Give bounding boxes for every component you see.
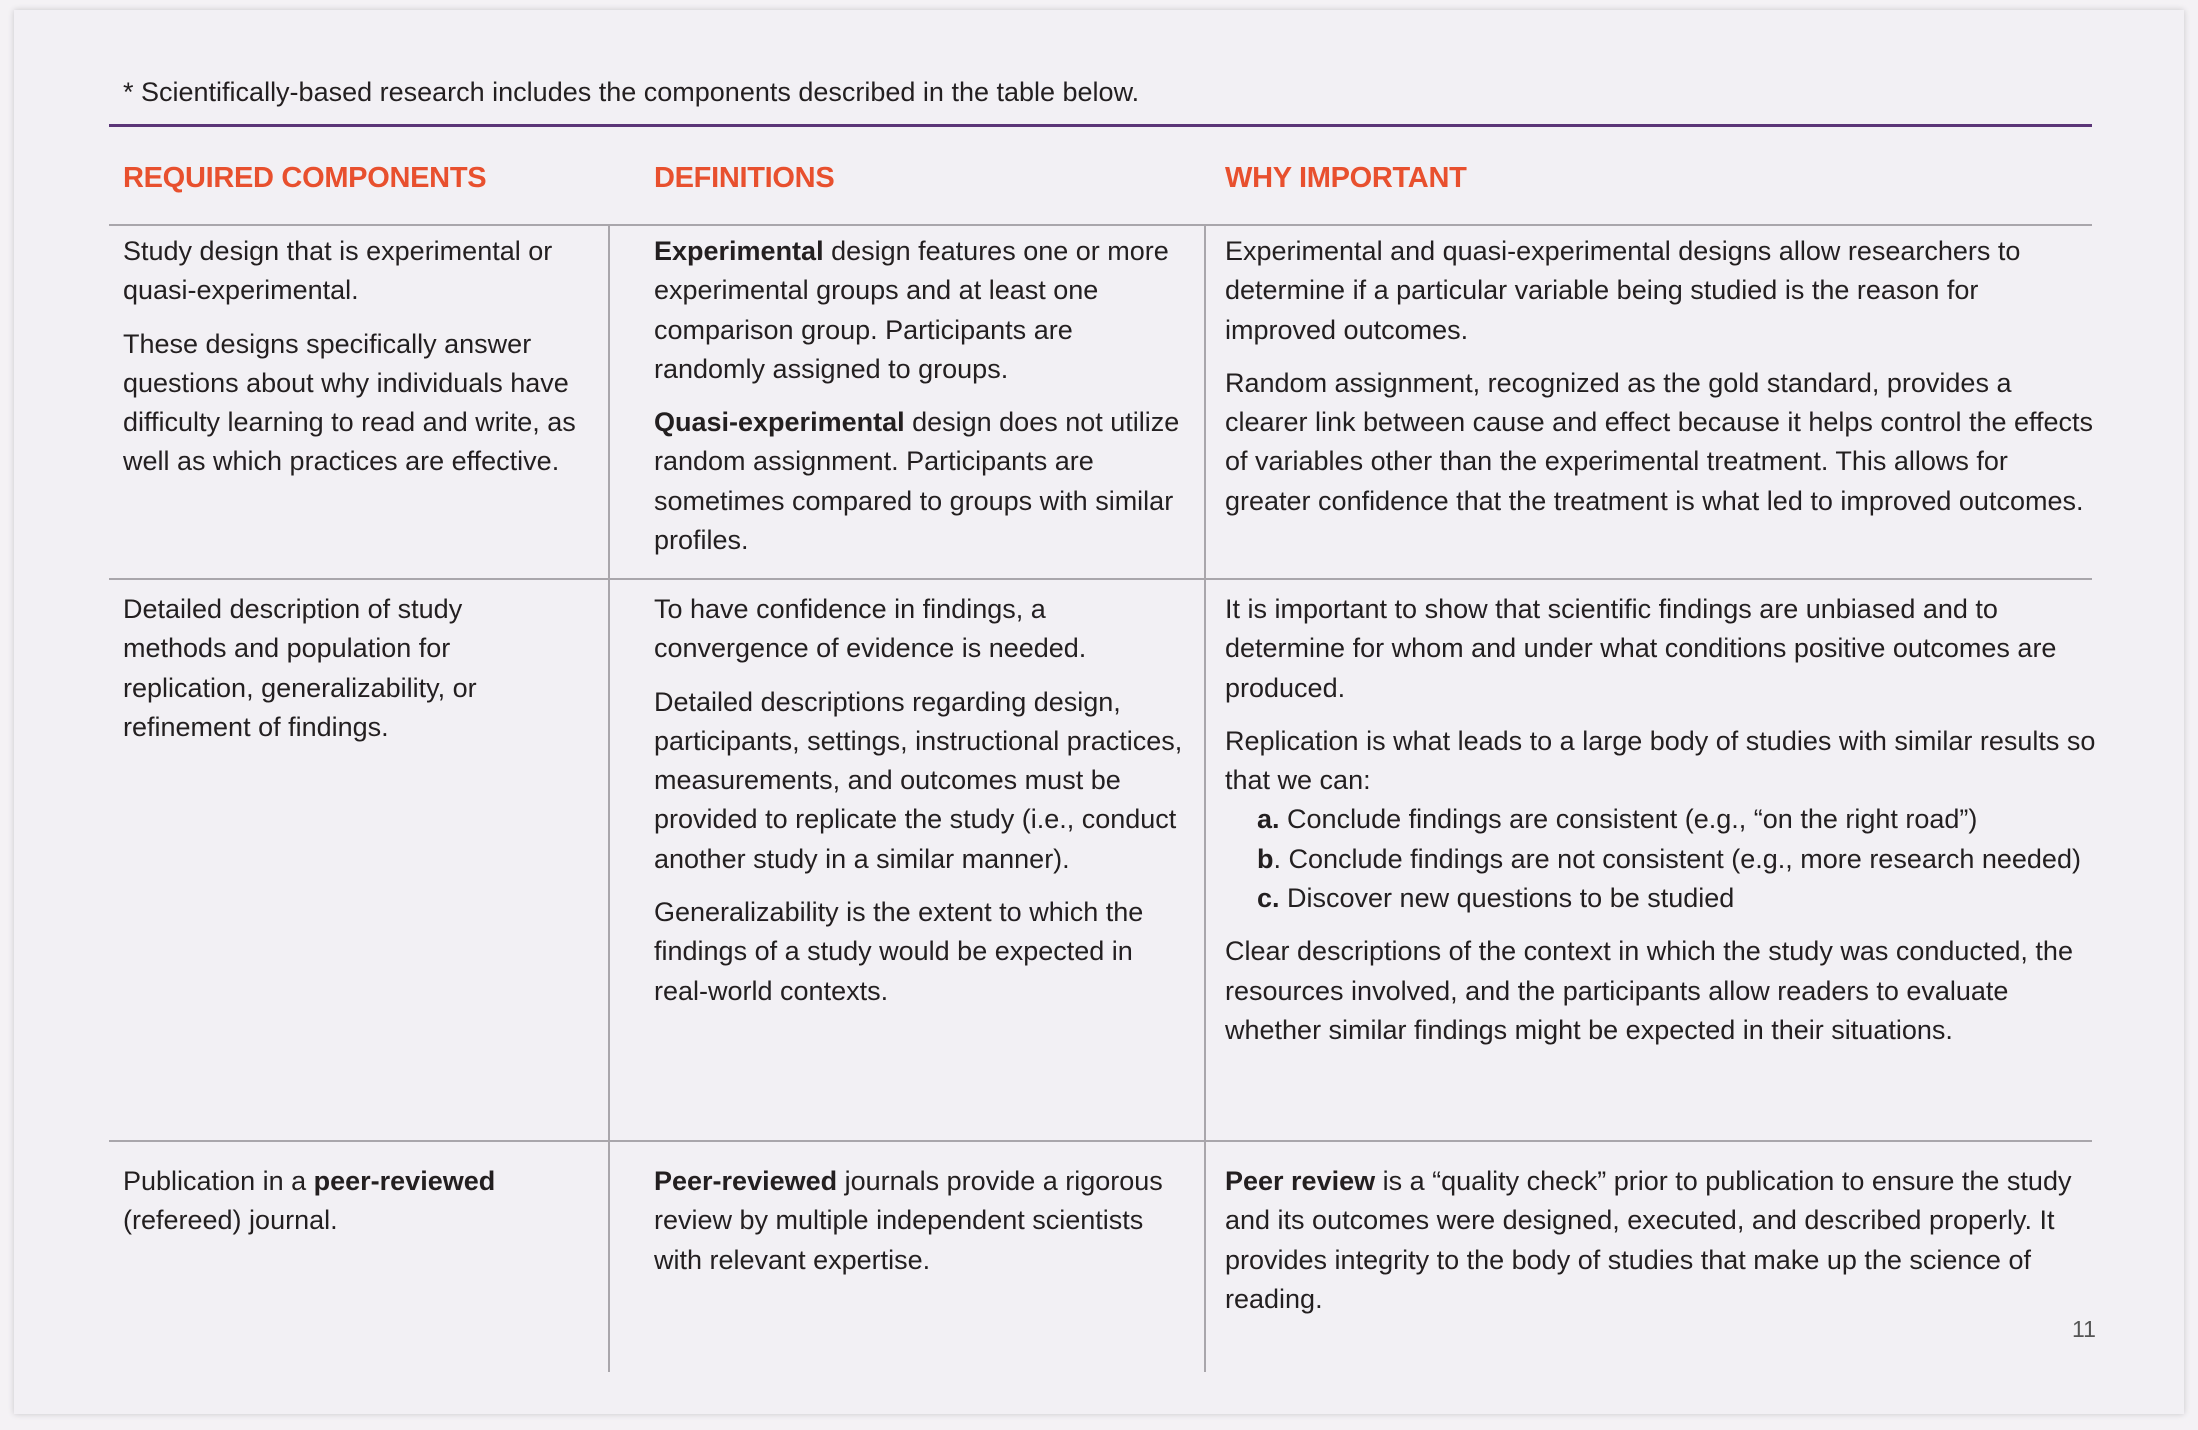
row3-definition-cell: [654, 1162, 1184, 1294]
table-intro-note: * Scientifically-based research includes the components described in the table below.: [123, 77, 1140, 107]
list-item-text: Conclude findings are consistent (e.g., “on the right road”): [1279, 804, 1978, 835]
header-required-components: REQUIRED COMPONENTS: [123, 162, 487, 194]
row2-definition-cell: [654, 590, 1184, 1025]
list-item: [1257, 840, 2105, 879]
term-peer-reviewed: peer-reviewed: [313, 1166, 496, 1196]
row3-component-post: (refereed) journal.: [123, 1205, 338, 1236]
list-marker: c.: [1257, 883, 1280, 914]
list-item: [1257, 800, 2105, 839]
list-marker: b: [1257, 843, 1274, 874]
replication-list: [1257, 800, 2105, 918]
list-item-text: . Conclude findings are not consistent (e.g., more research needed): [1273, 843, 2081, 874]
row2-why-cell: [1225, 590, 2105, 1064]
term-peer-reviewed-journals: Peer-reviewed: [654, 1166, 838, 1196]
header-rule: [109, 124, 2092, 127]
header-why-important: WHY IMPORTANT: [1225, 162, 1467, 194]
row2-definition-p2: Detailed descriptions regarding design, participants, settings, instructional practices, measurements, and outcomes must be provided to replicate the study (i.e., conduct another study in a similar manner).: [654, 686, 1183, 874]
row3-why-p1: [1225, 1162, 2095, 1319]
list-item: [1257, 879, 2105, 918]
document-page: [14, 10, 2184, 1414]
row1-definition-p2: [654, 403, 1184, 560]
row1-definition-p2-text: design does not utilize random assignment. Participants are sometimes compared to groups with similar profiles.: [654, 407, 1180, 556]
row3-component-p1: [123, 1162, 583, 1241]
page-number: 11: [2072, 1316, 2096, 1342]
row2-definition-p3: Generalizability is the extent to which the findings of a study would be expected in real-world contexts.: [654, 897, 1144, 1006]
row1-component-cell: [123, 232, 583, 496]
column-divider: [608, 224, 610, 1372]
row1-definition-p1: [654, 232, 1184, 389]
row2-definition-p1: To have confidence in findings, a convergence of evidence is needed.: [654, 594, 1087, 664]
list-item-text: Discover new questions to be studied: [1279, 883, 1735, 914]
row3-component-cell: [123, 1162, 583, 1255]
row3-why-cell: [1225, 1162, 2095, 1333]
term-experimental: Experimental: [654, 236, 824, 266]
list-marker: a.: [1257, 804, 1280, 835]
row1-why-p1: Experimental and quasi-experimental designs allow researchers to determine if a particular variable being studied is the reason for improved outcomes.: [1225, 236, 2021, 345]
row3-component-pre: Publication in a: [123, 1166, 314, 1196]
term-peer-review: Peer review: [1225, 1166, 1376, 1196]
header-definitions: DEFINITIONS: [654, 162, 835, 194]
row3-definition-text: journals provide a rigorous review by multiple independent scientists with relevant expertise.: [654, 1166, 1163, 1275]
row2-component-cell: [123, 590, 563, 761]
row2-why-p3: Clear descriptions of the context in which the study was conducted, the resources involved, and the participants allow readers to evaluate whether similar findings might be expected in their situations.: [1225, 936, 2073, 1045]
row2-component-p1: Detailed description of study methods and population for replication, generalizability, or refinement of findings.: [123, 594, 477, 742]
row-divider: [109, 1140, 2092, 1142]
column-divider: [1204, 224, 1206, 1372]
row2-why-p2: Replication is what leads to a large body of studies with similar results so that we can:: [1225, 725, 2096, 796]
row-divider: [109, 224, 2092, 226]
row-divider: [109, 578, 2092, 580]
row2-why-p1: It is important to show that scientific findings are unbiased and to determine for whom and under what conditions positive outcomes are produced.: [1225, 594, 2057, 703]
row1-why-cell: [1225, 232, 2095, 535]
term-quasi-experimental: Quasi-experimental: [654, 407, 905, 438]
row3-why-text: is a “quality check” prior to publication to ensure the study and its outcomes were designed, executed, and described properly. It provides integrity to the body of studies that make up the science of reading.: [1225, 1166, 2072, 1314]
row1-why-p2: Random assignment, recognized as the gold standard, provides a clearer link between cause and effect because it helps control the effects of variables other than the experimental treatment. This allows for greater confidence that the treatment is what led to improved outcomes.: [1225, 367, 2094, 516]
row3-definition-p1: [654, 1162, 1184, 1280]
row1-component-p1: Study design that is experimental or quasi-experimental.: [123, 236, 553, 306]
row1-definition-cell: [654, 232, 1184, 574]
row1-definition-p1-text: design features one or more experimental groups and at least one comparison group. Participants are randomly assigned to groups.: [654, 236, 1169, 384]
row1-component-p2: These designs specifically answer questions about why individuals have difficulty learning to read and write, as well as which practices are effective.: [123, 328, 576, 477]
